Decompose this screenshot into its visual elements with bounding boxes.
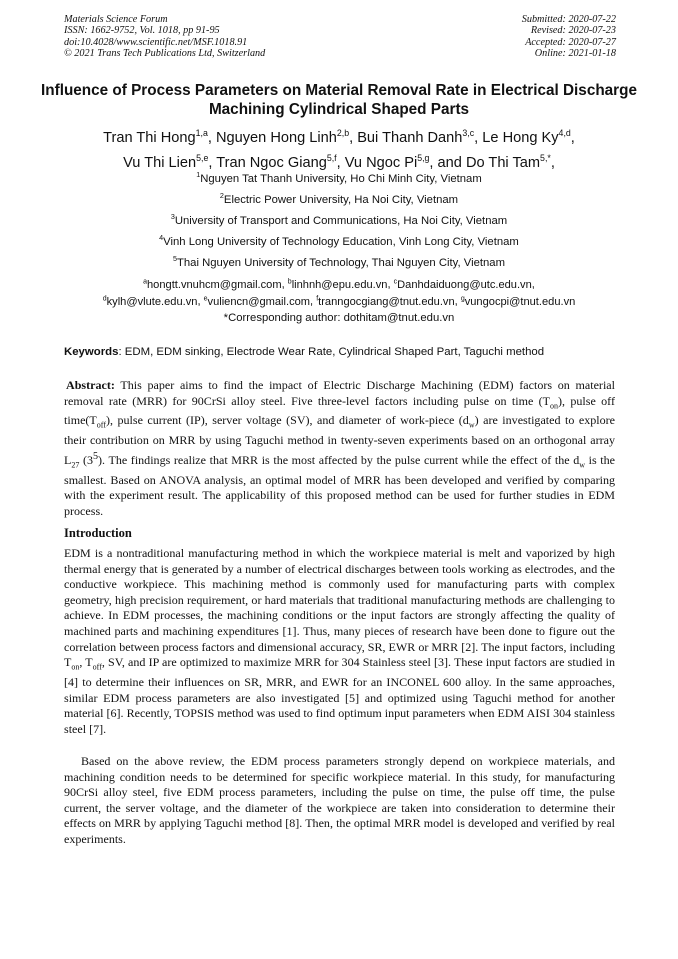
email[interactable]: $^e$vuliencn@gmail.com bbox=[203, 294, 311, 308]
author: Tran Thi Hong$^{1,a}$ bbox=[103, 128, 208, 146]
submitted-date: Submitted: 2020-07-22 bbox=[521, 14, 616, 25]
author: Vu Ngoc Pi$^{5,g}$ bbox=[344, 152, 430, 171]
accepted-date: Accepted: 2020-07-27 bbox=[525, 36, 616, 48]
affiliation: $^3$University of Transport and Communications, Ha Noi City, Vietnam bbox=[170, 212, 508, 227]
email[interactable]: $^f$tranngocgiang@tnut.edu.vn bbox=[316, 294, 455, 308]
corresponding-author: *Corresponding author: dothitam@tnut.edu.vn bbox=[223, 312, 455, 324]
affiliation: $^1$Nguyen Tat Thanh University, Ho Chi Minh City, Vietnam bbox=[196, 170, 482, 185]
journal-info bbox=[64, 14, 265, 59]
author: Nguyen Hong Linh$^{2,b}$ bbox=[215, 128, 350, 146]
keywords bbox=[64, 346, 624, 358]
online-date: Online: 2021-01-18 bbox=[534, 47, 616, 59]
doi-line: doi:10.4028/www.scientific.net/MSF.1018.91 bbox=[64, 36, 248, 48]
keywords-text: : EDM, EDM sinking, Electrode Wear Rate, Cylindrical Shaped Part, Taguchi method bbox=[118, 346, 545, 358]
email[interactable]: $^g$vungocpi@tnut.edu.vn bbox=[460, 294, 576, 308]
email[interactable]: $^d$kylh@vlute.edu.vn bbox=[102, 294, 198, 308]
email-list: $^a$hongtt.vnuhcm@gmail.com, $^b$linhnh@epu.edu.vn, $^c$Danhdaiduong@utc.edu.vn, $^d$kylh@vlute.edu.vn, $^e$vuliencn@gmail.com, $^f$tranngocgiang@tnut.edu.vn, $^g$vungocpi@tnut.edu.vn bbox=[102, 278, 576, 308]
email[interactable]: $^b$linhnh@epu.edu.vn bbox=[287, 278, 388, 291]
abstract-label: Abstract: bbox=[66, 378, 115, 392]
author-list: Tran Thi Hong$^{1,a}$, Nguyen Hong Linh$^{2,b}$, Bui Thanh Danh$^{3,c}$, Le Hong Ky$^{4,d}$, Vu Thi Lien$^{5,e}$, Tran Ngoc Giang$^{5,f}$, Vu Ngoc Pi$^{5,g}$, and Do Thi Tam$^{5,*}$, bbox=[103, 128, 575, 171]
email[interactable]: $^c$Danhdaiduong@utc.edu.vn bbox=[393, 278, 532, 291]
date-info bbox=[522, 14, 616, 59]
paragraph: EDM is a nontraditional manufacturing method in which the workpiece material is melt and vaporized by high thermal energy that is generated by a number of electrical discharges between tools working as electrodes, and the conductive workpiece. This machining method is commonly used for manufacturing parts with complex geometry, high precision requirement, or hard materials that traditional manufacturing methods are challenging to achieve. In EDM processes, the machining conditions or the input factors are strongly affecting the quality of machined parts and machining expenditures [1]. Thus, many pieces of research have been done to figure out the correlation between process factors and dimensional accuracy, SR, EWR or MRR [2]. The input factors, including $T_{on}$, $T_{off}$, SV, and IP are optimized to maximize MRR for 304 Stainless steel [3]. These input factors are studied in [4] to determine their influences on SR, MRR, and EWR for an INCONEL 600 alloy. In the same approaches, similar EDM process parameters are also investigated [5] and optimized using Taguchi method for another material [6]. Recently, TOPSIS method was used to find optimum input parameters when EDM AISI 304 stainless steel [7]. bbox=[64, 546, 615, 736]
author: Le Hong Ky$^{4,d}$ bbox=[482, 128, 571, 146]
author: Vu Thi Lien$^{5,e}$ bbox=[123, 152, 209, 171]
affiliation: $^2$Electric Power University, Ha Noi City, Vietnam bbox=[219, 191, 459, 206]
keywords-label: Keywords bbox=[64, 346, 119, 358]
copyright-line: © 2021 Trans Tech Publications Ltd, Switzerland bbox=[64, 47, 266, 59]
author: Tran Ngoc Giang$^{5,f}$ bbox=[216, 152, 337, 171]
paragraph: Based on the above review, the EDM process parameters strongly depend on workpiece materials, and machining condition needs to be determined for specific workpiece material. In this study, for manufacturing 90CrSi alloy steel, five EDM process parameters, including the pulse on time, the pulse off time, the pulse current, the server voltage, and the diameter of the workpiece are taken into consideration to determine their effects on MRR by applying Taguchi method [8]. Then, the optimal MRR model is developed and verified by real experiments. bbox=[64, 754, 615, 846]
affiliation: $^5$Thai Nguyen University of Technology, Thai Nguyen City, Vietnam bbox=[173, 254, 505, 269]
paper-title: Influence of Process Parameters on Material Removal Rate in Electrical Discharge Machining Cylindrical Shaped Parts bbox=[41, 82, 637, 118]
abstract: Abstract: This paper aims to find the impact of Electric Discharge Machining (EDM) factors on material removal rate (MRR) for 90CrSi alloy steel. Five three-level factors including pulse on time $(T_{on})$, pulse off $time(T_{off})$, pulse current (IP), server voltage (SV), and diameter of work-piece $(d_w)$ are investigated to explore their contribution on MRR by using Taguchi method in twenty-seven experiments based on an orthogonal array $L_{27}$ $(3^5)$. The findings realize that MRR is the most affected by the pulse current while the effect of the $d_w$ is the smallest. Based on ANOVA analysis, an optimal model of MRR has been developed and verified by comparing with the experiment result. The applicability of this proposed method can be used for further studies in EDM process. bbox=[64, 378, 616, 518]
author: Bui Thanh Danh$^{3,c}$ bbox=[357, 128, 475, 146]
email[interactable]: $^a$hongtt.vnuhcm@gmail.com bbox=[143, 278, 282, 291]
journal-name: Materials Science Forum bbox=[64, 14, 168, 25]
issn-line: ISSN: 1662-9752, Vol. 1018, pp 91-95 bbox=[64, 25, 220, 37]
revised-date: Revised: 2020-07-23 bbox=[530, 25, 616, 37]
affiliation: $^4$Vinh Long University of Technology Education, Vinh Long City, Vietnam bbox=[159, 233, 519, 248]
section-heading-introduction: Introduction bbox=[64, 526, 132, 540]
author: Do Thi Tam$^{5,*}$ bbox=[465, 152, 551, 171]
